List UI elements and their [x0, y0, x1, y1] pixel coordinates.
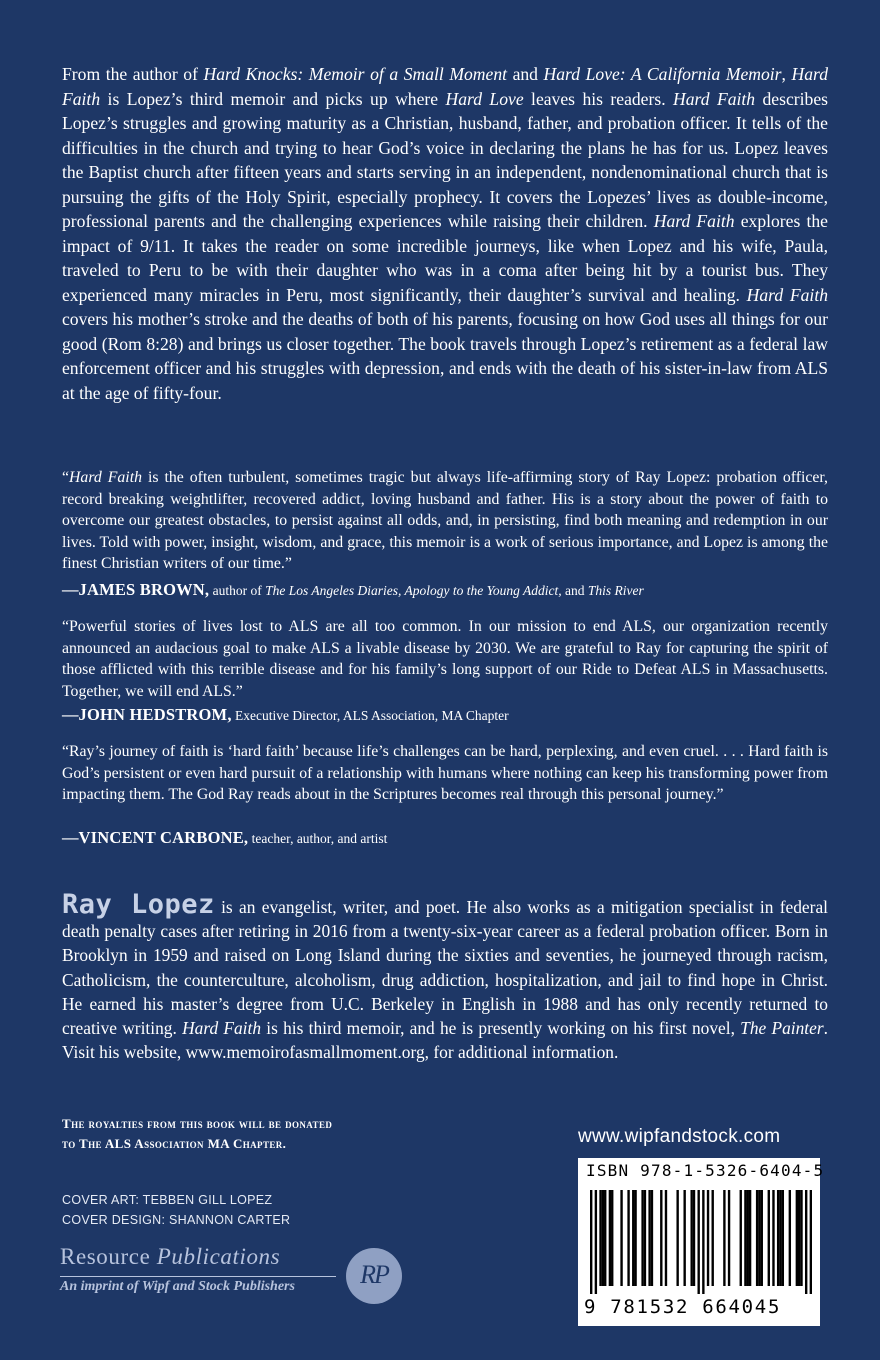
barcode-bar — [604, 1190, 606, 1286]
publisher-name: Resource Publications — [60, 1244, 281, 1269]
author-bio: Ray Lopez is an evangelist, writer, and poet. He also works as a mitigation specialist in federal death penalty cases after retiring in 2016 from a twenty-six-year career as a federal probation officer. Born in Brooklyn in 1959 and raised on Long Island during the sixties and seventies, he journeyed through racism, Catholicism, the counterculture, alcoholism, drug addiction, hospitalization, and jail to find hope in Christ. He earned his master’s degree from U.C. Berkeley in English in 1988 and has only recently returned to creative writing. Hard Faith is his third memoir, and he is presently working on his first novel, The Painter. Visit his website, www.memoirofasmallmoment.org, for additional information. — [62, 889, 828, 1063]
barcode-bar — [800, 1190, 802, 1286]
barcode-bar — [676, 1190, 678, 1286]
barcode-bar — [761, 1190, 763, 1286]
barcode-bar — [683, 1190, 685, 1286]
barcode-bar — [611, 1190, 613, 1286]
endorsement-quote-carbone: “Ray’s journey of faith is ‘hard faith’ because life’s challenges can be hard, perplexing, and even cruel. . . . Hard faith is God’s persistent or even hard pursuit of a relationship with humans where nothing can keep his transforming power from impacting them. The God Ray reads about in the Scriptures becomes real through this personal journey.” — [62, 743, 828, 804]
barcode-bar — [702, 1190, 704, 1294]
barcode-bar — [693, 1190, 695, 1286]
barcode-bar — [660, 1190, 662, 1286]
barcode-bar — [609, 1190, 611, 1286]
barcode-bar — [644, 1190, 646, 1286]
description-blurb: From the author of Hard Knocks: Memoir of a Small Moment and Hard Love: A California Memoir, Hard Faith is Lopez’s third memoir and picks up where Hard Love leaves his readers. Hard Faith describes Lopez’s struggles and growing maturity as a Christian, husband, father, and probation officer. It tells of the difficulties in the church and trying to hear God’s voice in declaring the plans he has for us. Lopez leaves the Baptist church after fifteen years and starts serving in an independent, nondenominational church that is pursuing the gifts of the Holy Spirit, especially prophecy. It covers the Lopezes’ lives as double-income, professional parents and the challenging experiences while raising their children. Hard Faith explores the impact of 9/11. It takes the reader on some incredible journeys, like when Lopez and his wife, Paula, traveled to Peru to be with their daughter who was in a coma after being hit by a tourist bus. They experienced many miracles in Peru, most significantly, their daughter’s survival and healing. Hard Faith covers his mother’s stroke and the deaths of both of his parents, focusing on how God uses all things for our good (Rom 8:28) and brings us closer together. The book travels through Lopez’s retirement as a federal law enforcement officer and his struggles with depression, and ends with the death of his sister-in-law from ALS at the age of fifty-four. — [62, 64, 829, 403]
barcode-bar — [810, 1190, 812, 1294]
isbn-label: ISBN 978-1-5326-6404-5 — [586, 1161, 825, 1180]
publisher-logo-icon: RP — [346, 1248, 402, 1304]
publisher-subtitle: An imprint of Wipf and Stock Publishers — [60, 1279, 295, 1294]
barcode-bar — [620, 1190, 622, 1286]
endorsement-attribution-hedstrom: —JOHN HEDSTROM, Executive Director, ALS Association, MA Chapter — [62, 705, 509, 724]
barcode-bar — [697, 1190, 699, 1294]
barcode-bar — [634, 1190, 636, 1286]
barcode-bar — [595, 1190, 597, 1294]
barcode-bar — [712, 1190, 714, 1286]
isbn-digits: 9 781532 664045 — [584, 1296, 782, 1318]
barcode-bar — [627, 1190, 629, 1286]
barcode-bar — [779, 1190, 781, 1286]
barcode-bar — [782, 1190, 784, 1286]
barcode-bar — [747, 1190, 749, 1286]
barcode-bar — [768, 1190, 770, 1286]
endorsement-attribution-brown: —JAMES BROWN, author of The Los Angeles Diaries, Apology to the Young Addict, and This River — [62, 580, 644, 599]
barcode-bar — [590, 1190, 592, 1294]
cover-credits — [62, 1190, 290, 1230]
barcode-bar — [777, 1190, 779, 1286]
publisher-divider — [60, 1276, 336, 1277]
barcode-bar — [707, 1190, 709, 1286]
barcode-bar — [758, 1190, 760, 1286]
barcode-bars — [590, 1190, 812, 1294]
endorsement-attribution-carbone: —VINCENT CARBONE, teacher, author, and artist — [62, 828, 388, 847]
endorsement-quote-brown: “Hard Faith is the often turbulent, sometimes tragic but always life-affirming story of Ray Lopez: probation officer, record breaking weightlifter, recovered addict, loving husband and father. His is a story about the power of faith to overcome our greatest obstacles, to persist against all odds, and, in persisting, find both meaning and redemption in our lives. Told with power, insight, wisdom, and grace, this memoir is a work of serious importance, and Lopez is among the finest Christian writers of our time.” — [62, 469, 828, 573]
barcode-bar — [756, 1190, 758, 1286]
barcode-bar — [641, 1190, 643, 1286]
cover-design-credit: COVER DESIGN: SHANNON CARTER — [62, 1213, 291, 1227]
barcode-bar — [805, 1190, 807, 1294]
publisher-website: www.wipfandstock.com — [578, 1126, 781, 1147]
barcode-bar — [723, 1190, 725, 1286]
barcode-bar — [602, 1190, 604, 1286]
barcode-bar — [744, 1190, 746, 1286]
barcode-bar — [690, 1190, 692, 1286]
endorsement-quote-hedstrom: “Powerful stories of lives lost to ALS are all too common. In our mission to end ALS, our organization recently announced an audacious goal to make ALS a livable disease by 2030. We are grateful to Ray for capturing the spirit of those afflicted with this terrible disease and for his family’s long support of our Ride to Defeat ALS in Massachusetts. Together, we will end ALS.” — [62, 618, 828, 700]
barcode-bar — [749, 1190, 751, 1286]
publisher-imprint — [60, 1244, 410, 1304]
cover-art-credit: COVER ART: TEBBEN GILL LOPEZ — [62, 1193, 273, 1207]
barcode-bar — [632, 1190, 634, 1286]
barcode-bar — [648, 1190, 650, 1286]
barcode-bar — [651, 1190, 653, 1286]
barcode-bar — [599, 1190, 601, 1286]
isbn-barcode — [578, 1158, 825, 1326]
barcode-bar — [772, 1190, 774, 1286]
author-name: Ray Lopez — [62, 889, 215, 920]
barcode-bar — [665, 1190, 667, 1286]
barcode-bar — [796, 1190, 798, 1286]
barcode-bar — [789, 1190, 791, 1286]
royalty-notice: The royalties from this book will be donated to The ALS Association MA Chapter. — [62, 1116, 333, 1151]
barcode-bar — [798, 1190, 800, 1286]
barcode-bar — [728, 1190, 730, 1286]
barcode-bar — [740, 1190, 742, 1286]
